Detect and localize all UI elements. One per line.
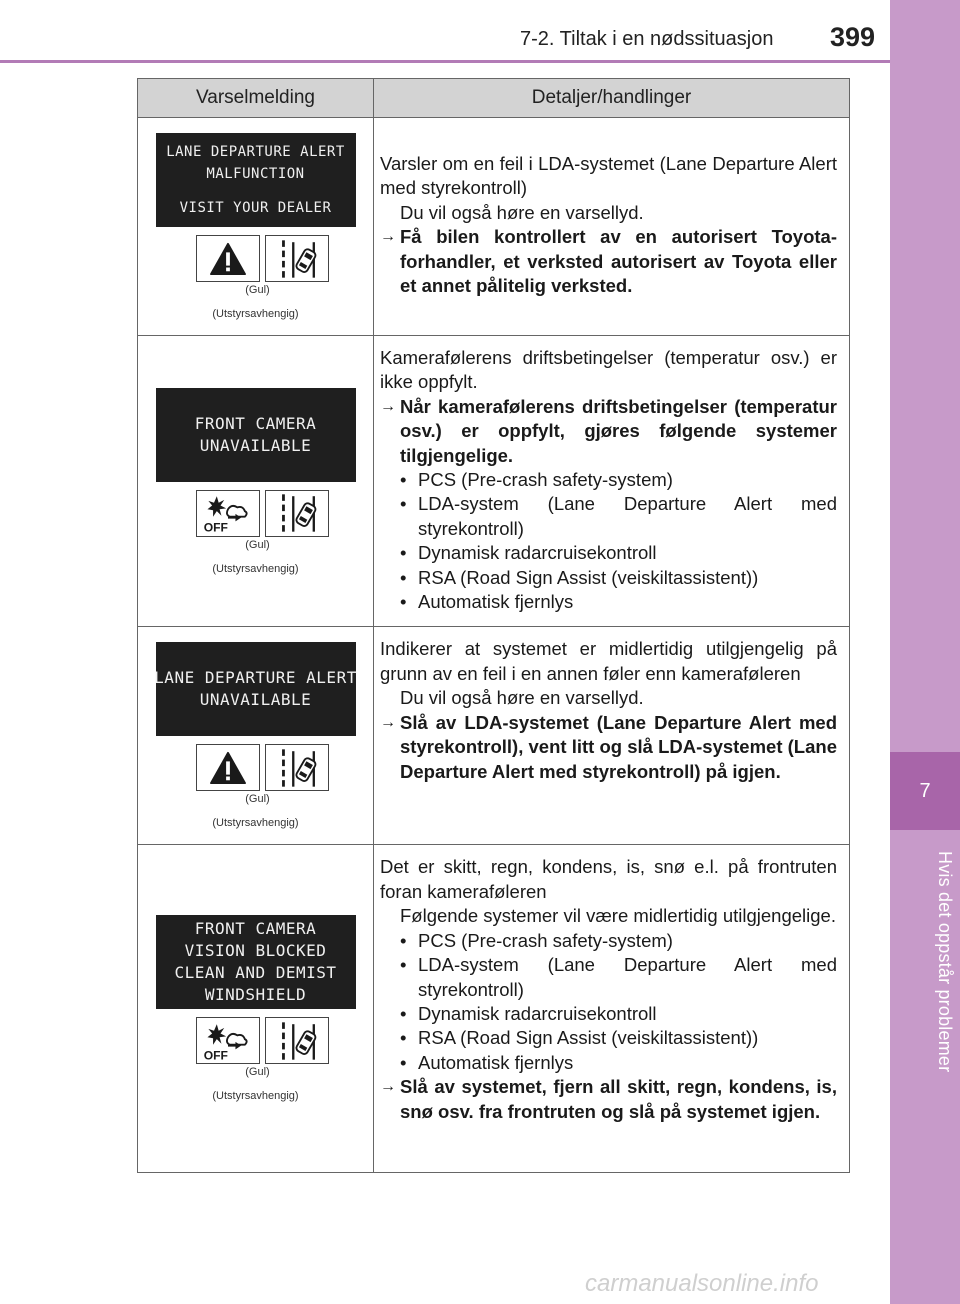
arrow-icon: → (380, 397, 396, 415)
list-item: • PCS (Pre-crash safety-system) (400, 469, 673, 491)
list-item: • Automatisk fjernlys (400, 591, 574, 613)
column-header-message: Varselmelding (138, 79, 374, 118)
equipment-caption: (Utstyrsavhengig) (212, 562, 299, 575)
details-cell (374, 627, 850, 845)
header-divider (0, 60, 890, 63)
display-panel (156, 133, 356, 227)
indicator-icons (138, 490, 373, 537)
list-item: • LDA-system (Lane Departure Alert med styrekontroll) (400, 493, 837, 539)
section-title: 7-2. Tiltak i en nødssituasjon (520, 28, 774, 50)
warning-triangle-icon (196, 744, 260, 791)
table-row (138, 627, 850, 845)
panel-line: VISIT YOUR DEALER (179, 200, 332, 216)
equipment-caption: (Utstyrsavhengig) (212, 1090, 299, 1103)
chapter-number: 7 (890, 752, 960, 830)
description: Kamerafølerens driftsbetingelser (temperatur osv.) er ikke oppfylt. (380, 347, 837, 393)
action: → Når kamerafølerens driftsbetingelser (temperatur osv.) er oppfylt, gjøres følgende systemer tilgjengelige. (380, 395, 837, 466)
action: → Slå av LDA-systemet (Lane Departure Alert med styrekontroll), vent litt og slå LDA-systemet (Lane Departure Alert med styrekontroll) på igjen. (380, 711, 837, 782)
panel-line: FRONT CAMERA (194, 413, 317, 433)
lane-departure-icon (265, 744, 329, 791)
chapter-side-tab (890, 0, 960, 1304)
description: Indikerer at systemet er midlertidig utilgjengelig på grunn av en feil i en annen føler enn kameraføleren (380, 638, 837, 684)
display-panel (156, 915, 356, 1009)
display-panel (156, 388, 356, 482)
panel-line: FRONT CAMERA (194, 919, 317, 939)
equipment-caption: (Utstyrsavhengig) (212, 817, 299, 830)
action: → Slå av systemet, fjern all skitt, regn, kondens, is, snø osv. fra frontruten og slå på systemet igjen. (380, 1076, 837, 1122)
note: Du vil også høre en varsellyd. (400, 201, 644, 223)
indicator-icons (138, 1017, 373, 1064)
pcs-off-icon (196, 490, 260, 537)
note: Du vil også høre en varsellyd. (400, 687, 644, 709)
color-caption: (Gul) (245, 1066, 270, 1079)
indicator-icons (138, 235, 373, 282)
color-caption: (Gul) (245, 538, 270, 551)
list-item: • LDA-system (Lane Departure Alert med styrekontroll) (400, 954, 837, 1000)
message-cell (138, 336, 374, 627)
details-cell (374, 118, 850, 336)
equipment-caption: (Utstyrsavhengig) (212, 308, 299, 320)
note: Følgende systemer vil være midlertidig utilgjengelige. (400, 905, 836, 927)
arrow-icon: → (380, 713, 396, 731)
list-item: • Dynamisk radarcruisekontroll (400, 1002, 657, 1024)
details-cell (374, 336, 850, 627)
lane-departure-icon (265, 490, 329, 537)
description: Det er skitt, regn, kondens, is, snø e.l. på frontruten foran kameraføleren (380, 856, 837, 902)
pcs-off-icon (196, 1017, 260, 1064)
message-cell (138, 118, 374, 336)
table-row (138, 118, 850, 336)
list-item: • RSA (Road Sign Assist (veiskiltassistent)) (400, 566, 759, 588)
list-item: • RSA (Road Sign Assist (veiskiltassistent)) (400, 1027, 759, 1049)
panel-line: UNAVAILABLE (199, 435, 312, 455)
panel-line: WINDSHIELD (204, 985, 307, 1005)
panel-line: UNAVAILABLE (199, 690, 312, 710)
description: Varsler om en feil i LDA-systemet (Lane Departure Alert med styrekontroll) (380, 153, 837, 199)
display-panel (156, 642, 356, 736)
list-item: • Dynamisk radarcruisekontroll (400, 542, 657, 564)
watermark: carmanualsonline.info (585, 1270, 819, 1297)
panel-line: MALFUNCTION (206, 166, 305, 182)
list-item: • PCS (Pre-crash safety-system) (400, 929, 673, 951)
lane-departure-icon (265, 235, 329, 282)
indicator-icons (138, 744, 373, 791)
table-row (138, 336, 850, 627)
column-header-details: Detaljer/handlinger (374, 79, 850, 118)
details-cell (374, 845, 850, 1173)
panel-line: LANE DEPARTURE ALERT (154, 668, 357, 688)
warning-message-table (137, 78, 850, 1173)
page-number: 399 (830, 22, 876, 52)
panel-line: VISION BLOCKED (184, 941, 327, 961)
action: → Få bilen kontrollert av en autorisert Toyota-forhandler, et verksted autorisert av Toyota eller et annet pålitelig verksted. (380, 226, 837, 297)
warning-triangle-icon (196, 235, 260, 282)
color-caption: (Gul) (245, 793, 270, 806)
panel-line: CLEAN AND DEMIST (174, 963, 337, 983)
message-cell (138, 627, 374, 845)
arrow-icon: → (380, 228, 396, 246)
arrow-icon: → (380, 1078, 396, 1096)
table-row (138, 845, 850, 1173)
message-cell (138, 845, 374, 1173)
list-item: • Automatisk fjernlys (400, 1051, 574, 1073)
lane-departure-icon (265, 1017, 329, 1064)
panel-line: LANE DEPARTURE ALERT (166, 144, 345, 160)
chapter-title: Hvis det oppstår problemer (935, 851, 955, 1073)
color-caption: (Gul) (245, 284, 270, 296)
